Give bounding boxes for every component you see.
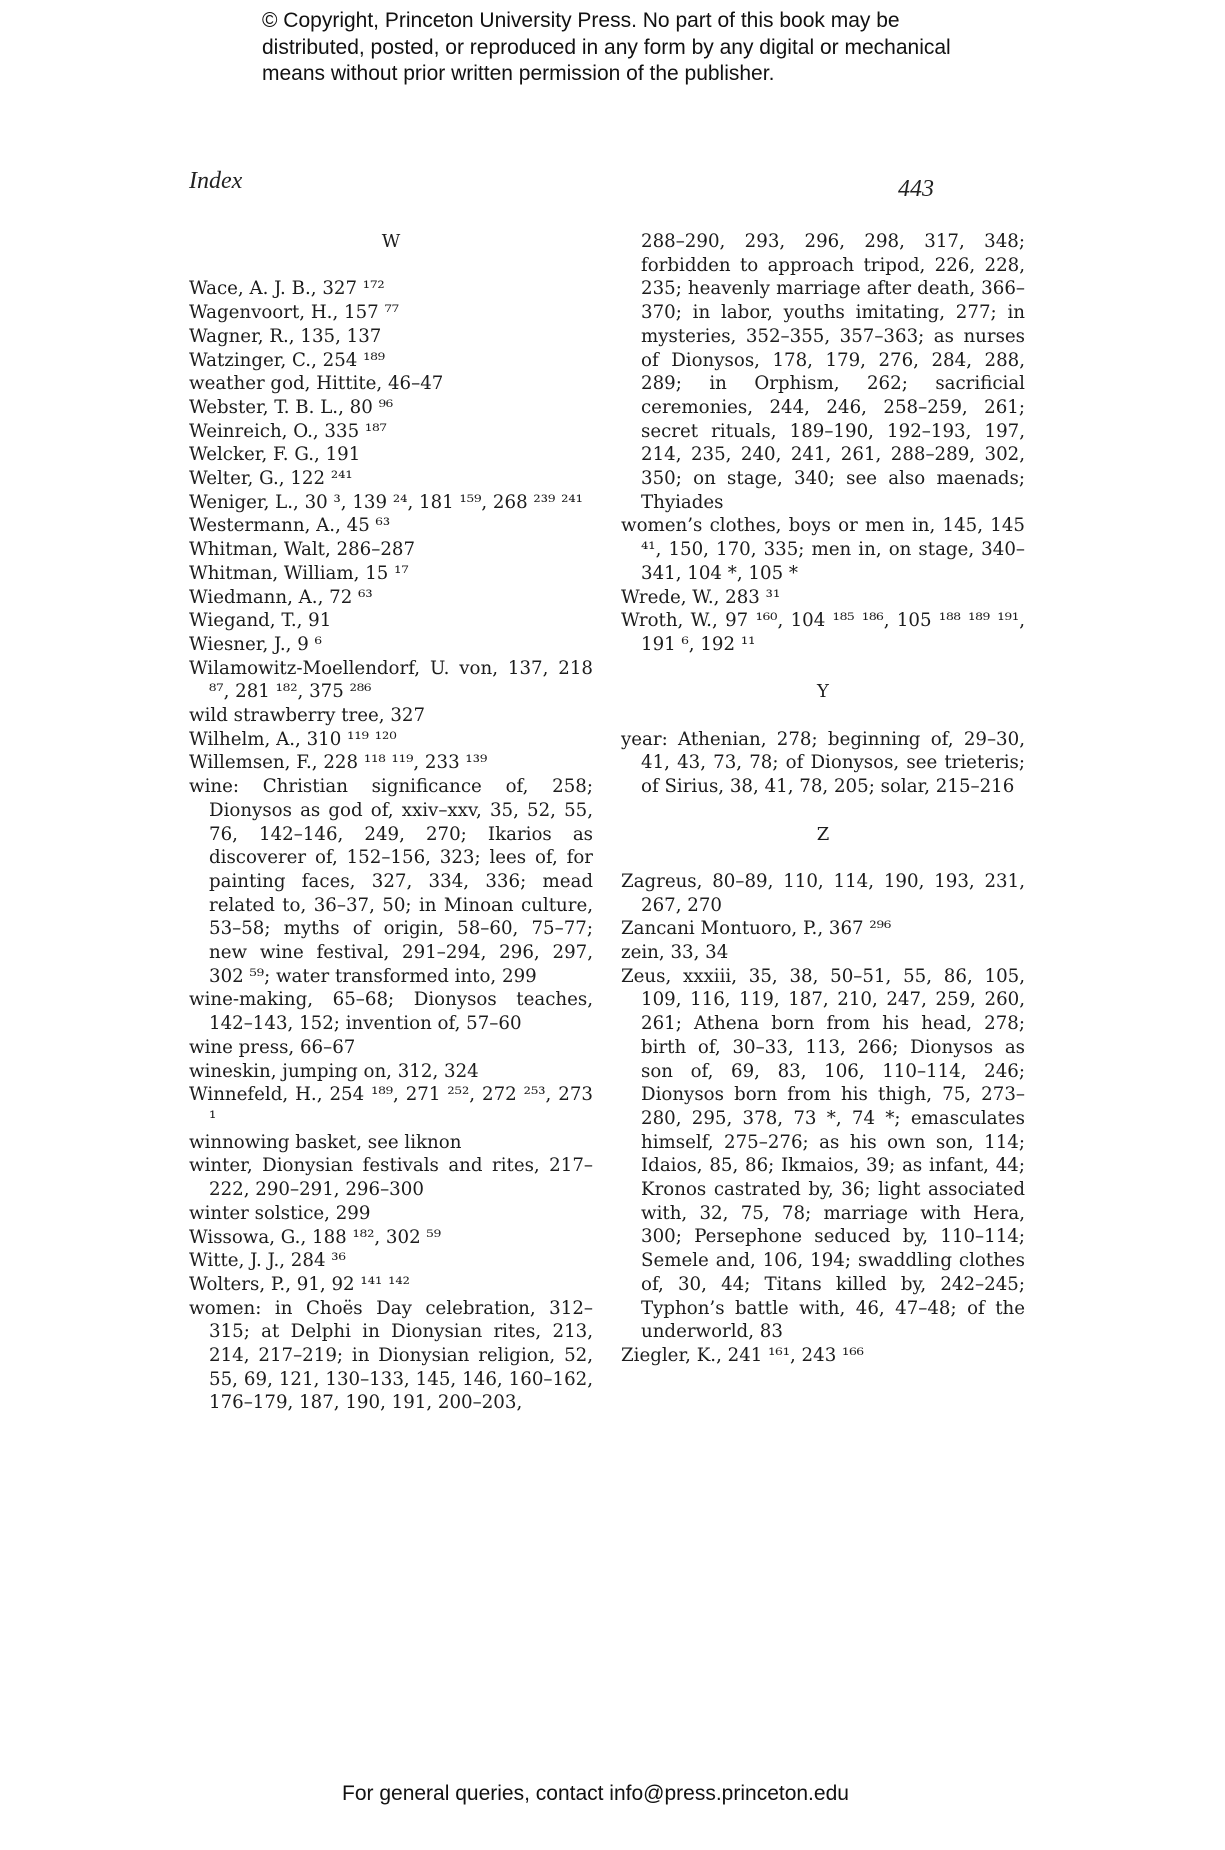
index-entry: Wrede, W., 283 ³¹ [621,586,781,608]
index-entry: Wiesner, J., 9 ⁶ [189,633,322,655]
index-entry: wine-making, 65–68; Dionysos teaches, 142–143, 152; invention of, 57–60 [189,989,593,1035]
index-entry: Wroth, W., 97 ¹⁶⁰, 104 ¹⁸⁵ ¹⁸⁶, 105 ¹⁸⁸ ¹⁸⁹ ¹⁹¹, 191 ⁶, 192 ¹¹ [621,610,1025,655]
index-entry-continued: 288–290, 293, 296, 298, 317, 348; forbidden to approach tripod, 226, 228, 235; heavenly marriage after death, 366–370; in labor, youths imitating, 277; in mysteries, 352–355, 357–363; as nurses of Dionysos, 178, 179, 276, 284, 288, 289; in Orphism, 262; sacrificial ceremonies, 244, 246, 258–259, 261; secret rituals, 189–190, 192–193, 197, 214, 235, 240, 241, 261, 288–289, 302, 350; on stage, 340; see also maenads; Thyiades [641,231,1025,513]
index-entry: Winnefeld, H., 254 ¹⁸⁹, 271 ²⁵², 272 ²⁵³, 273 ¹ [189,1084,593,1129]
index-entry: Watzinger, C., 254 ¹⁸⁹ [189,349,386,371]
index-column-right [621,230,1025,1368]
index-entry: winter solstice, 299 [189,1202,371,1224]
spacer [621,704,1025,728]
index-entry: winnowing basket, see liknon [189,1131,462,1153]
spacer [621,657,1025,681]
index-letter-heading: Z [816,823,830,845]
index-entry: Witte, J. J., 284 ³⁶ [189,1250,346,1272]
copyright-notice [262,8,1062,88]
index-column-left [189,230,593,1415]
index-entry: Zagreus, 80–89, 110, 114, 190, 193, 231, 267, 270 [621,870,1025,916]
spacer [189,254,593,278]
index-entry: Whitman, William, 15 ¹⁷ [189,562,409,584]
index-entry: Weniger, L., 30 ³, 139 ²⁴, 181 ¹⁵⁹, 268 ²³⁹ ²⁴¹ [189,491,583,513]
footer-contact: For general queries, contact info@press.princeton.edu [342,1782,849,1805]
index-letter-heading: W [381,231,401,252]
index-entry: Wilhelm, A., 310 ¹¹⁹ ¹²⁰ [189,728,397,750]
index-entry: Westermann, A., 45 ⁶³ [189,515,391,537]
index-entry: weather god, Hittite, 46–47 [189,373,444,395]
index-entry: Wilamowitz-Moellendorf, U. von, 137, 218 ⁸⁷, 281 ¹⁸², 375 ²⁸⁶ [189,657,593,703]
index-entry: Wiegand, T., 91 [189,610,332,632]
running-header-title: Index [189,168,243,194]
index-entry: Wagenvoort, H., 157 ⁷⁷ [189,302,400,324]
spacer [621,799,1025,823]
index-entry: women’s clothes, boys or men in, 145, 145 ⁴¹, 150, 170, 335; men in, on stage, 340–341, 104 *, 105 * [621,515,1025,584]
index-entry: Wiedmann, A., 72 ⁶³ [189,586,373,608]
index-entry: Whitman, Walt, 286–287 [189,539,416,561]
index-entry: Welter, G., 122 ²⁴¹ [189,468,353,490]
index-letter-heading: Y [817,681,829,703]
spacer [621,846,1025,870]
index-entry: winter, Dionysian festivals and rites, 217–222, 290–291, 296–300 [189,1155,593,1201]
index-entry: wild strawberry tree, 327 [189,705,426,727]
index-entry: Willemsen, F., 228 ¹¹⁸ ¹¹⁹, 233 ¹³⁹ [189,752,488,774]
index-entry: Wolters, P., 91, 92 ¹⁴¹ ¹⁴² [189,1273,410,1295]
index-entry: Wissowa, G., 188 ¹⁸², 302 ⁵⁹ [189,1226,442,1248]
index-entry: wineskin, jumping on, 312, 324 [189,1060,479,1082]
index-entry: Wace, A. J. B., 327 ¹⁷² [189,278,385,300]
index-entry: zein, 33, 34 [621,942,729,964]
index-entry: wine press, 66–67 [189,1036,356,1058]
index-entry: Zancani Montuoro, P., 367 ²⁹⁶ [621,918,892,940]
index-entry: year: Athenian, 278; beginning of, 29–30, 41, 43, 73, 78; of Dionysos, see trieteris; of Sirius, 38, 41, 78, 205; solar, 215–216 [621,728,1025,798]
copyright-line: © Copyright, Princeton University Press. No part of this book may be [262,9,900,32]
index-entry: women: in Choës Day celebration, 312–315; at Delphi in Dionysian rites, 213, 214, 217–219; in Dionysian religion, 52, 55, 69, 121, 130–133, 145, 146, 160–162, 176–179, 187, 190, 191, 200–203, [189,1297,593,1414]
index-entry: Zeus, xxxiii, 35, 38, 50–51, 55, 86, 105, 109, 116, 119, 187, 210, 247, 259, 260, 261; Athena born from his head, 278; birth of, 30–33, 113, 266; Dionysos as son of, 69, 83, 106, 110–114, 246; Dionysos born from his thigh, 75, 273–280, 295, 378, 73 *, 74 *; emasculates himself, 275–276; as his own son, 114; Idaios, 85, 86; Ikmaios, 39; as infant, 44; Kronos castrated by, 36; light associated with, 32, 75, 78; marriage with Hera, 300; Persephone seduced by, 110–114; Semele and, 106, 194; swaddling clothes of, 30, 44; Titans killed by, 242–245; Typhon’s battle with, 46, 47–48; of the underworld, 83 [621,965,1025,1343]
index-entry: Weinreich, O., 335 ¹⁸⁷ [189,420,387,442]
copyright-line: distributed, posted, or reproduced in any form by any digital or mechanical [262,35,951,59]
index-entry: Ziegler, K., 241 ¹⁶¹, 243 ¹⁶⁶ [621,1344,864,1366]
index-entry: Welcker, F. G., 191 [189,444,361,466]
index-entry: Wagner, R., 135, 137 [189,325,382,347]
index-entry: Webster, T. B. L., 80 ⁹⁶ [189,396,394,418]
index-entry: wine: Christian significance of, 258; Dionysos as god of, xxiv–xxv, 35, 52, 55, 76, 142–146, 249, 270; Ikarios as discoverer of, 152–156, 323; lees of, for painting faces, 327, 334, 336; mead related to, 36–37, 50; in Minoan culture, 53–58; myths of origin, 58–60, 75–77; new wine festival, 291–294, 296, 297, 302 ⁵⁹; water transformed into, 299 [189,776,593,987]
page-number: 443 [898,176,934,202]
copyright-line: means without prior written permission of the publisher. [262,62,775,85]
